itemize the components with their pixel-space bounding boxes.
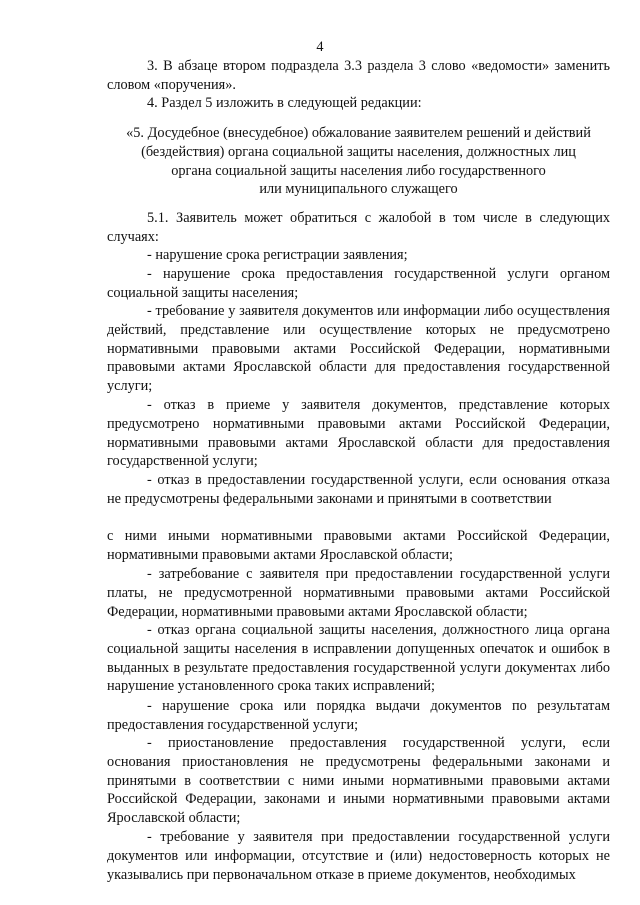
case-item: - требование у заявителя документов или информации либо осуществления действий, представление или осуществление которых не предусмотрено нормативными правовыми актами Российской Федерации, нормативными правовыми актами Ярославской области для предоставления государственной услуги; (107, 303, 610, 395)
case-item: - требование у заявителя при предоставлении государственной услуги документов или информации, отсутствие и (или) недостоверность которых не указывались при первоначальном отказе в приеме документов, необходимых (107, 829, 610, 883)
page-number: 4 (316, 39, 324, 55)
section-heading-line-1: «5. Досудебное (внесудебное) обжалование заявителем решений и действий (126, 125, 591, 141)
section-heading-line-3: органа социальной защиты населения либо государственного (171, 162, 546, 179)
case-item: - нарушение срока предоставления государственной услуги органом социальной защиты населения; (107, 266, 610, 301)
case-item: - затребование с заявителя при предоставлении государственной услуги платы, не предусмотренной нормативными правовыми актами Российской Федерации, нормативными правовыми актами Ярославской области; (107, 566, 610, 620)
clause-5-1: 5.1. Заявитель может обратиться с жалобой в том числе в следующих случаях: (107, 210, 610, 245)
case-item: - отказ в предоставлении государственной услуги, если основания отказа не предусмотрены федеральными законами и принятыми в соответствии (107, 472, 610, 507)
section-heading (100, 124, 617, 199)
case-item: - отказ органа социальной защиты населения, должностного лица органа социальной защиты населения в исправлении допущенных опечаток и ошибок в выданных в результате предоставления государственной услуги документах либо нарушение установленного срока таких исправлений; (107, 622, 610, 695)
section-heading-line-4: или муниципального служащего (259, 181, 458, 198)
case-item: - приостановление предоставления государственной услуги, если основания приостановления не предусмотрены федеральными законами и принятыми в соответствии с ними иными нормативными правовыми актами Российской Федерации, законами и иными нормативными правовыми актами Ярославской области; (107, 735, 610, 827)
case-item: - отказ в приеме у заявителя документов, представление которых предусмотрено нормативными правовыми актами Российской Федерации, нормативными правовыми актами Ярославской области для предоставления государственной услуги; (107, 397, 610, 470)
section-heading-line-2: (бездействия) органа социальной защиты населения, должностных лиц (141, 143, 576, 160)
amendment-paragraph-3: 3. В абзаце втором подраздела 3.3 раздела 3 слово «ведомости» заменить словом «поручения». (107, 58, 610, 93)
case-item: - нарушение срока регистрации заявления; (147, 247, 408, 263)
case-item: - нарушение срока или порядка выдачи документов по результатам предоставления государственной услуги; (107, 698, 610, 733)
amendment-paragraph-4: 4. Раздел 5 изложить в следующей редакции: (147, 95, 422, 111)
case-item-continuation: с ними иными нормативными правовыми актами Российской Федерации, нормативными правовыми актами Ярославской области; (107, 528, 610, 563)
